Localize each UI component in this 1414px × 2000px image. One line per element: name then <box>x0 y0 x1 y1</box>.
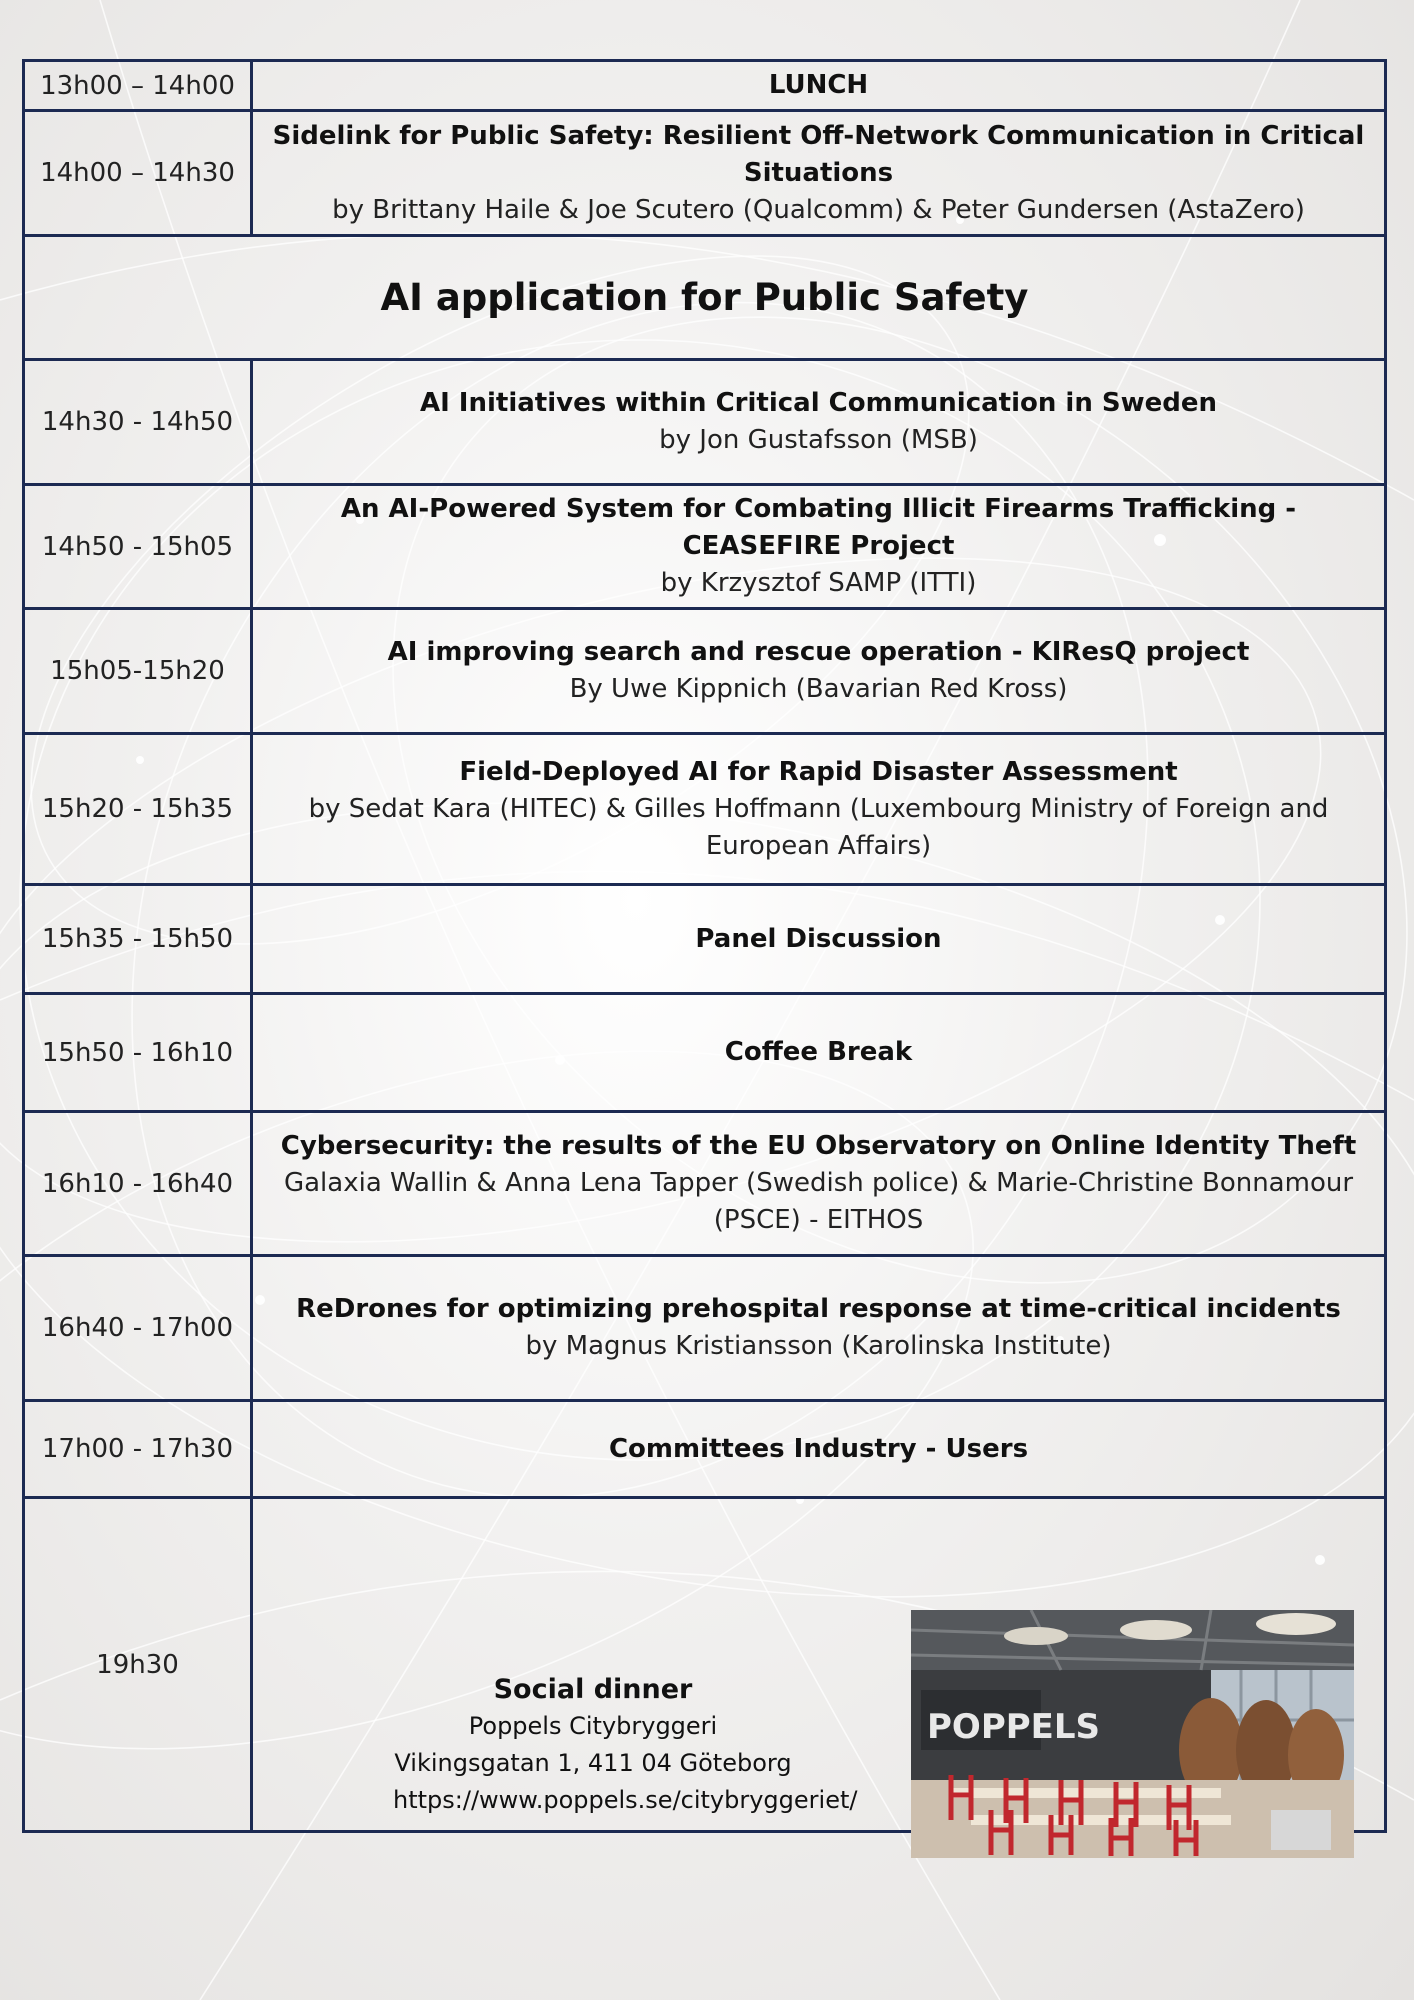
time-cell: 13h00 – 14h00 <box>24 61 252 111</box>
time-cell: 15h35 - 15h50 <box>24 885 252 994</box>
time-cell: 14h50 - 15h05 <box>24 485 252 609</box>
venue-name: Poppels Citybryggeri <box>468 1712 718 1740</box>
talk-title: Coffee Break <box>724 1037 913 1067</box>
poppels-sign: POPPELS <box>927 1707 1101 1747</box>
agenda-row <box>24 1112 1386 1256</box>
agenda-row <box>24 485 1386 609</box>
time-cell: 15h20 - 15h35 <box>24 734 252 885</box>
talk-title: Sidelink for Public Safety: Resilient Off-Network Communication in Critical Situations <box>272 120 1365 188</box>
talk-speaker: By Uwe Kippnich (Bavarian Red Kross) <box>569 674 1068 704</box>
agenda-row <box>24 360 1386 485</box>
agenda-row <box>24 111 1386 236</box>
talk-speaker: Galaxia Wallin & Anna Lena Tapper (Swedish police) & Marie-Christine Bonnamour (PSCE) - EITHOS <box>283 1168 1354 1235</box>
talk-cell <box>252 885 1386 994</box>
talk-speaker: by Krzysztof SAMP (ITTI) <box>660 568 977 598</box>
agenda-row <box>24 1401 1386 1498</box>
talk-speaker: by Magnus Kristiansson (Karolinska Institute) <box>525 1331 1112 1361</box>
talk-speaker: by Brittany Haile & Joe Scutero (Qualcomm) & Peter Gundersen (AstaZero) <box>332 194 1305 225</box>
talk-title: Panel Discussion <box>695 923 942 954</box>
talk-cell <box>252 1112 1386 1256</box>
talk-title: LUNCH <box>768 70 869 100</box>
talk-speaker: by Sedat Kara (HITEC) & Gilles Hoffmann (Luxembourg Ministry of Foreign and European Affairs) <box>308 793 1329 861</box>
talk-cell <box>252 485 1386 609</box>
talk-cell <box>252 61 1386 111</box>
time-cell: 17h00 - 17h30 <box>24 1401 252 1498</box>
time-cell: 16h40 - 17h00 <box>24 1256 252 1401</box>
agenda-row <box>24 1256 1386 1401</box>
talk-cell <box>252 360 1386 485</box>
restaurant-photo <box>911 1610 1354 1858</box>
venue-address: Vikingsgatan 1, 411 04 Göteborg <box>394 1749 792 1777</box>
talk-cell <box>252 1256 1386 1401</box>
talk-title: An AI-Powered System for Combating Illicit Firearms Trafficking - CEASEFIRE Project <box>340 494 1297 561</box>
talk-title: ReDrones for optimizing prehospital response at time-critical incidents <box>296 1294 1341 1324</box>
agenda-row <box>24 994 1386 1112</box>
social-dinner-title: Social dinner <box>493 1674 693 1705</box>
section-row <box>24 236 1386 360</box>
restaurant-photo-illustration <box>911 1610 1354 1858</box>
time-cell: 14h30 - 14h50 <box>24 360 252 485</box>
time-cell: 15h05-15h20 <box>24 609 252 734</box>
talk-cell <box>252 1401 1386 1498</box>
talk-title: Cybersecurity: the results of the EU Observatory on Online Identity Theft <box>280 1131 1357 1161</box>
time-cell: 19h30 <box>24 1498 252 1832</box>
agenda-row-lunch <box>24 61 1386 111</box>
time-cell: 14h00 – 14h30 <box>24 111 252 236</box>
talk-title: Committees Industry - Users <box>608 1433 1029 1464</box>
talk-title: AI Initiatives within Critical Communication in Sweden <box>419 388 1218 418</box>
social-dinner-block <box>393 1671 858 1819</box>
talk-cell <box>252 734 1386 885</box>
talk-cell <box>252 994 1386 1112</box>
time-cell: 16h10 - 16h40 <box>24 1112 252 1256</box>
venue-url[interactable]: https://www.poppels.se/citybryggeriet/ <box>393 1786 858 1814</box>
agenda-row <box>24 609 1386 734</box>
agenda-row <box>24 885 1386 994</box>
time-cell: 15h50 - 16h10 <box>24 994 252 1112</box>
talk-cell <box>252 111 1386 236</box>
agenda-table <box>22 59 1387 1833</box>
talk-cell <box>252 609 1386 734</box>
talk-speaker: by Jon Gustafsson (MSB) <box>659 425 978 455</box>
section-heading: AI application for Public Safety <box>24 236 1386 360</box>
talk-title: AI improving search and rescue operation - KIResQ project <box>387 637 1250 667</box>
talk-title: Field-Deployed AI for Rapid Disaster Assessment <box>459 756 1178 787</box>
agenda-row <box>24 734 1386 885</box>
